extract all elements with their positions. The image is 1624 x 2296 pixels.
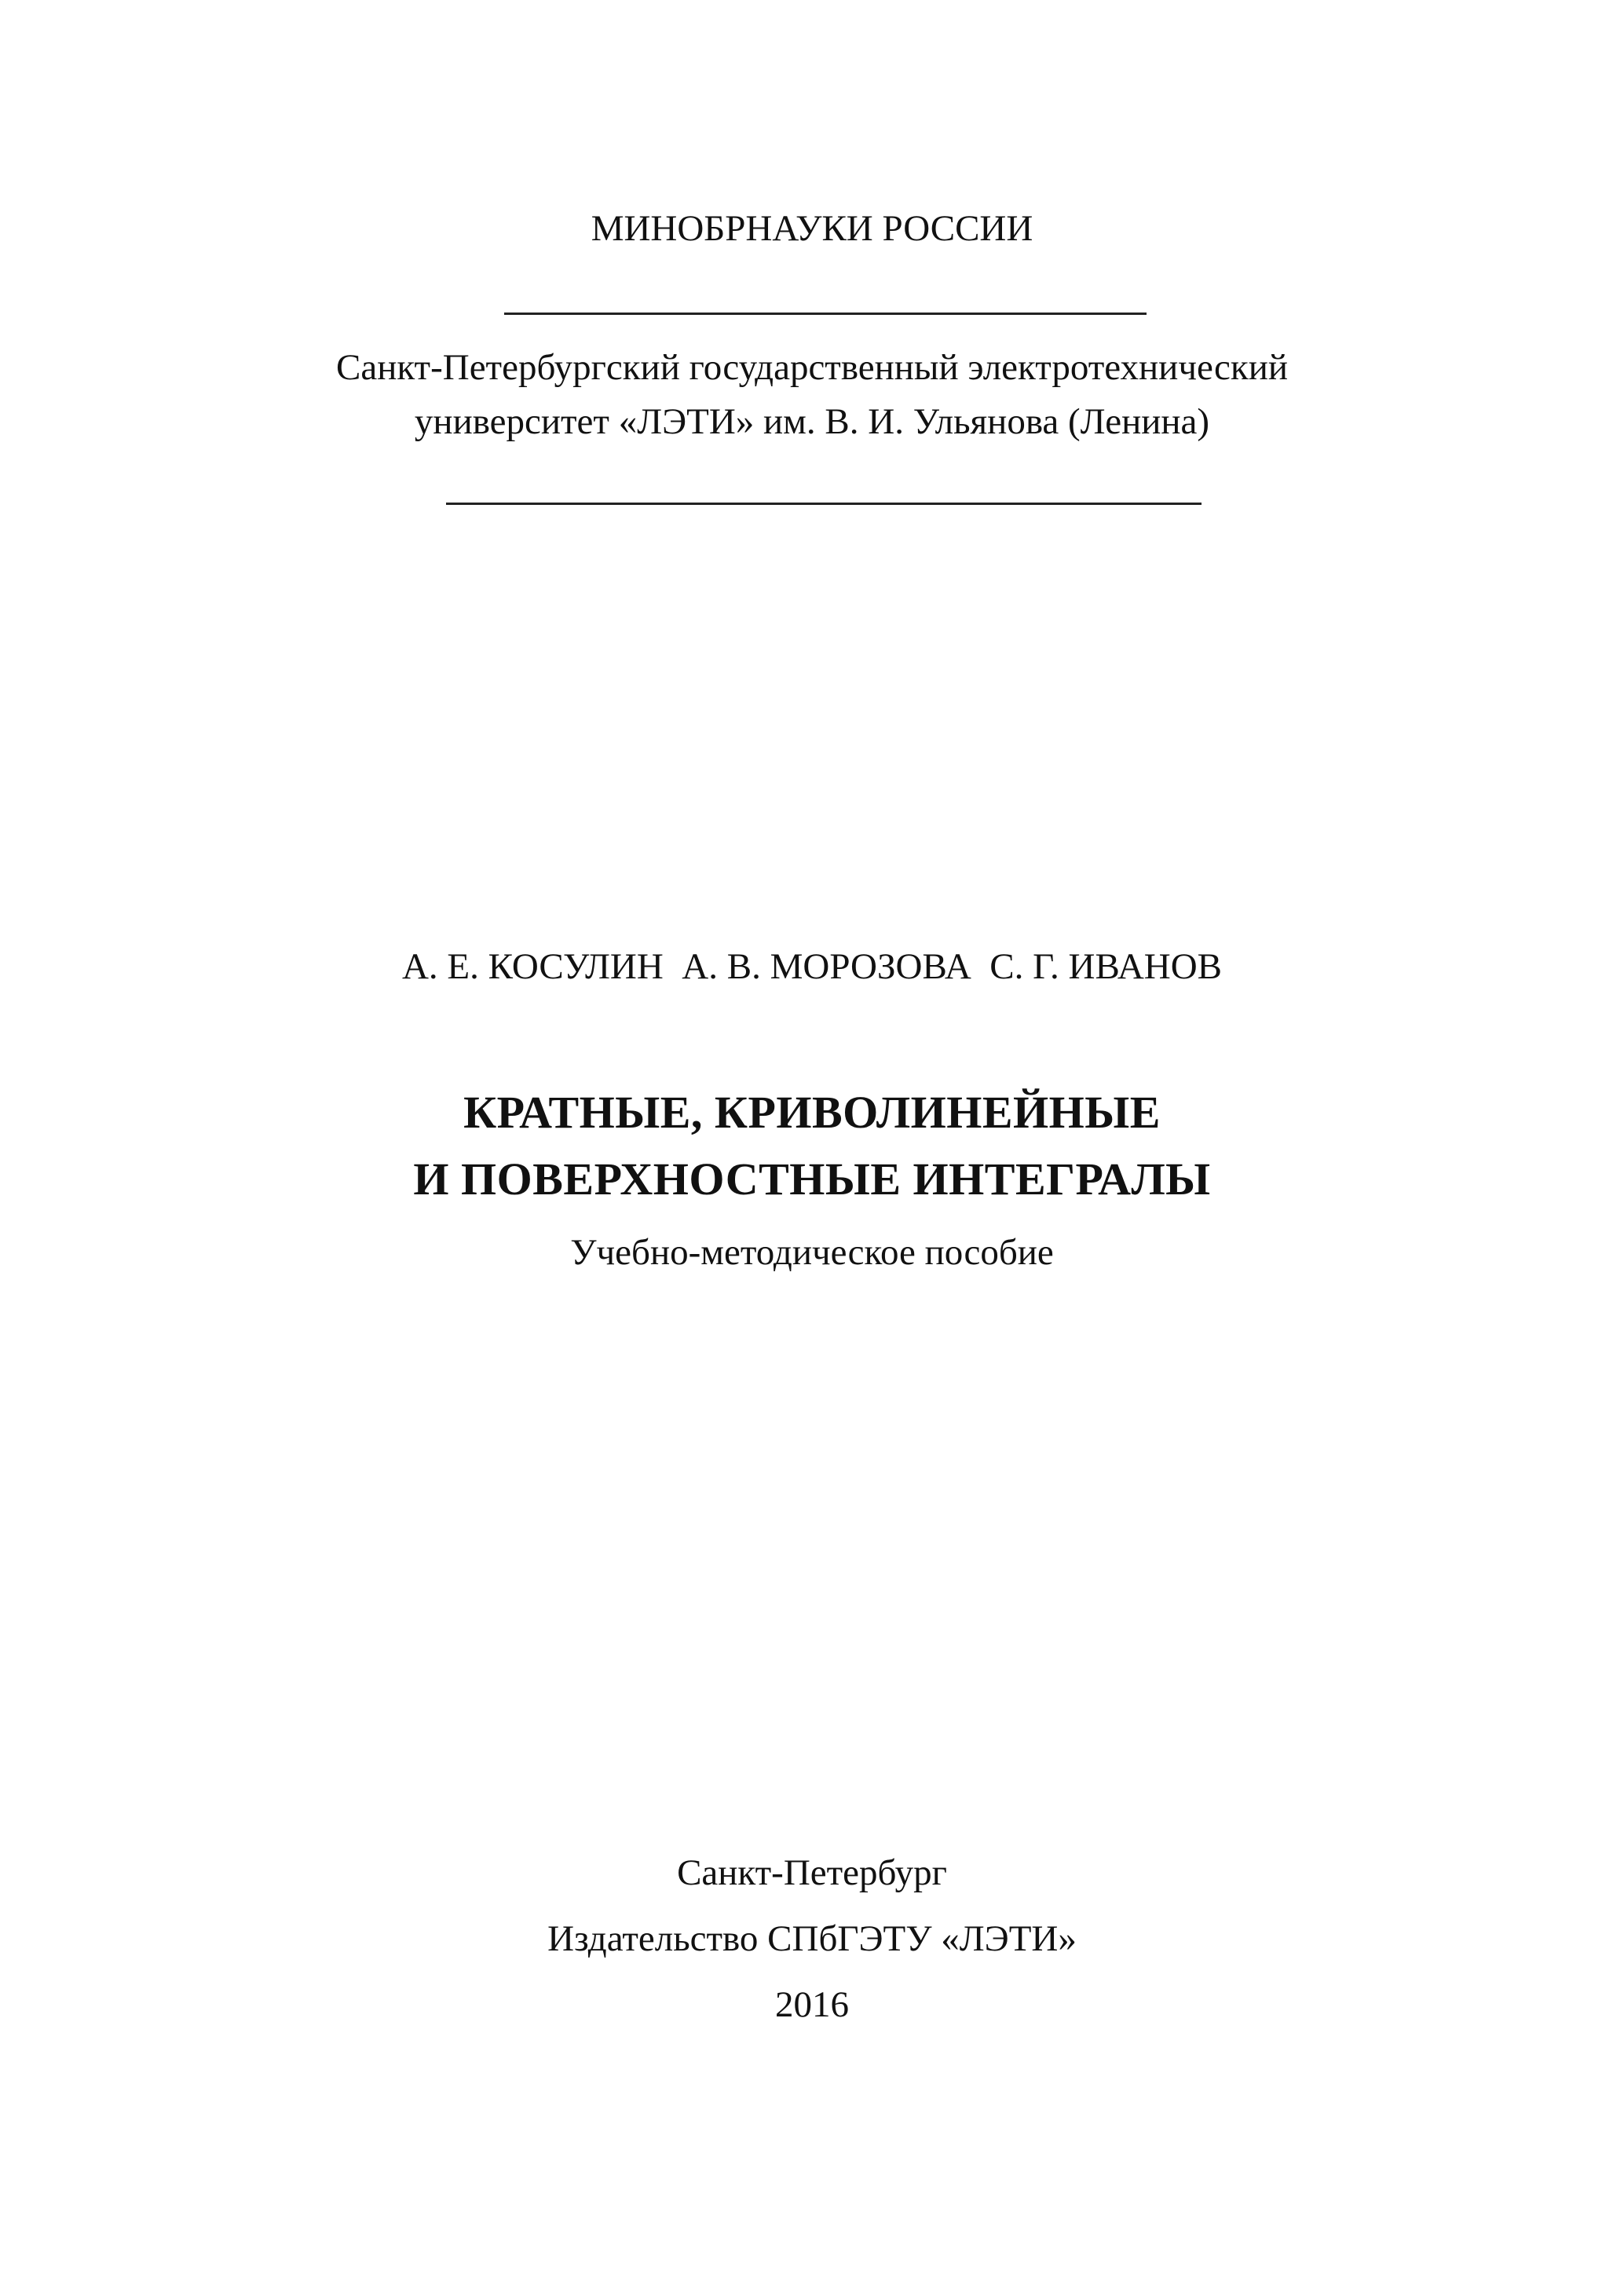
imprint-publisher: Издательство СПбГЭТУ «ЛЭТИ»: [547, 1918, 1077, 1959]
divider-bottom: [446, 503, 1202, 505]
book-title-line-2: И ПОВЕРХНОСТНЫЕ ИНТЕГРАЛЫ: [413, 1153, 1211, 1205]
book-subtitle: Учебно-методическое пособие: [570, 1232, 1054, 1273]
imprint-year: 2016: [775, 1984, 849, 2025]
imprint-city: Санкт-Петербург: [677, 1852, 947, 1893]
authors: А. Е. КОСУЛИН А. В. МОРОЗОВА С. Г. ИВАНОВ: [401, 946, 1223, 987]
divider-top: [504, 313, 1147, 315]
university-name-line-2: университет «ЛЭТИ» им. В. И. Ульянова (Ленина): [414, 401, 1210, 442]
book-title-line-1: КРАТНЫЕ, КРИВОЛИНЕЙНЫЕ: [463, 1087, 1161, 1138]
university-name-line-1: Санкт-Петербургский государственный электротехнический: [335, 347, 1289, 388]
ministry-name: МИНОБРНАУКИ РОССИИ: [591, 208, 1033, 249]
